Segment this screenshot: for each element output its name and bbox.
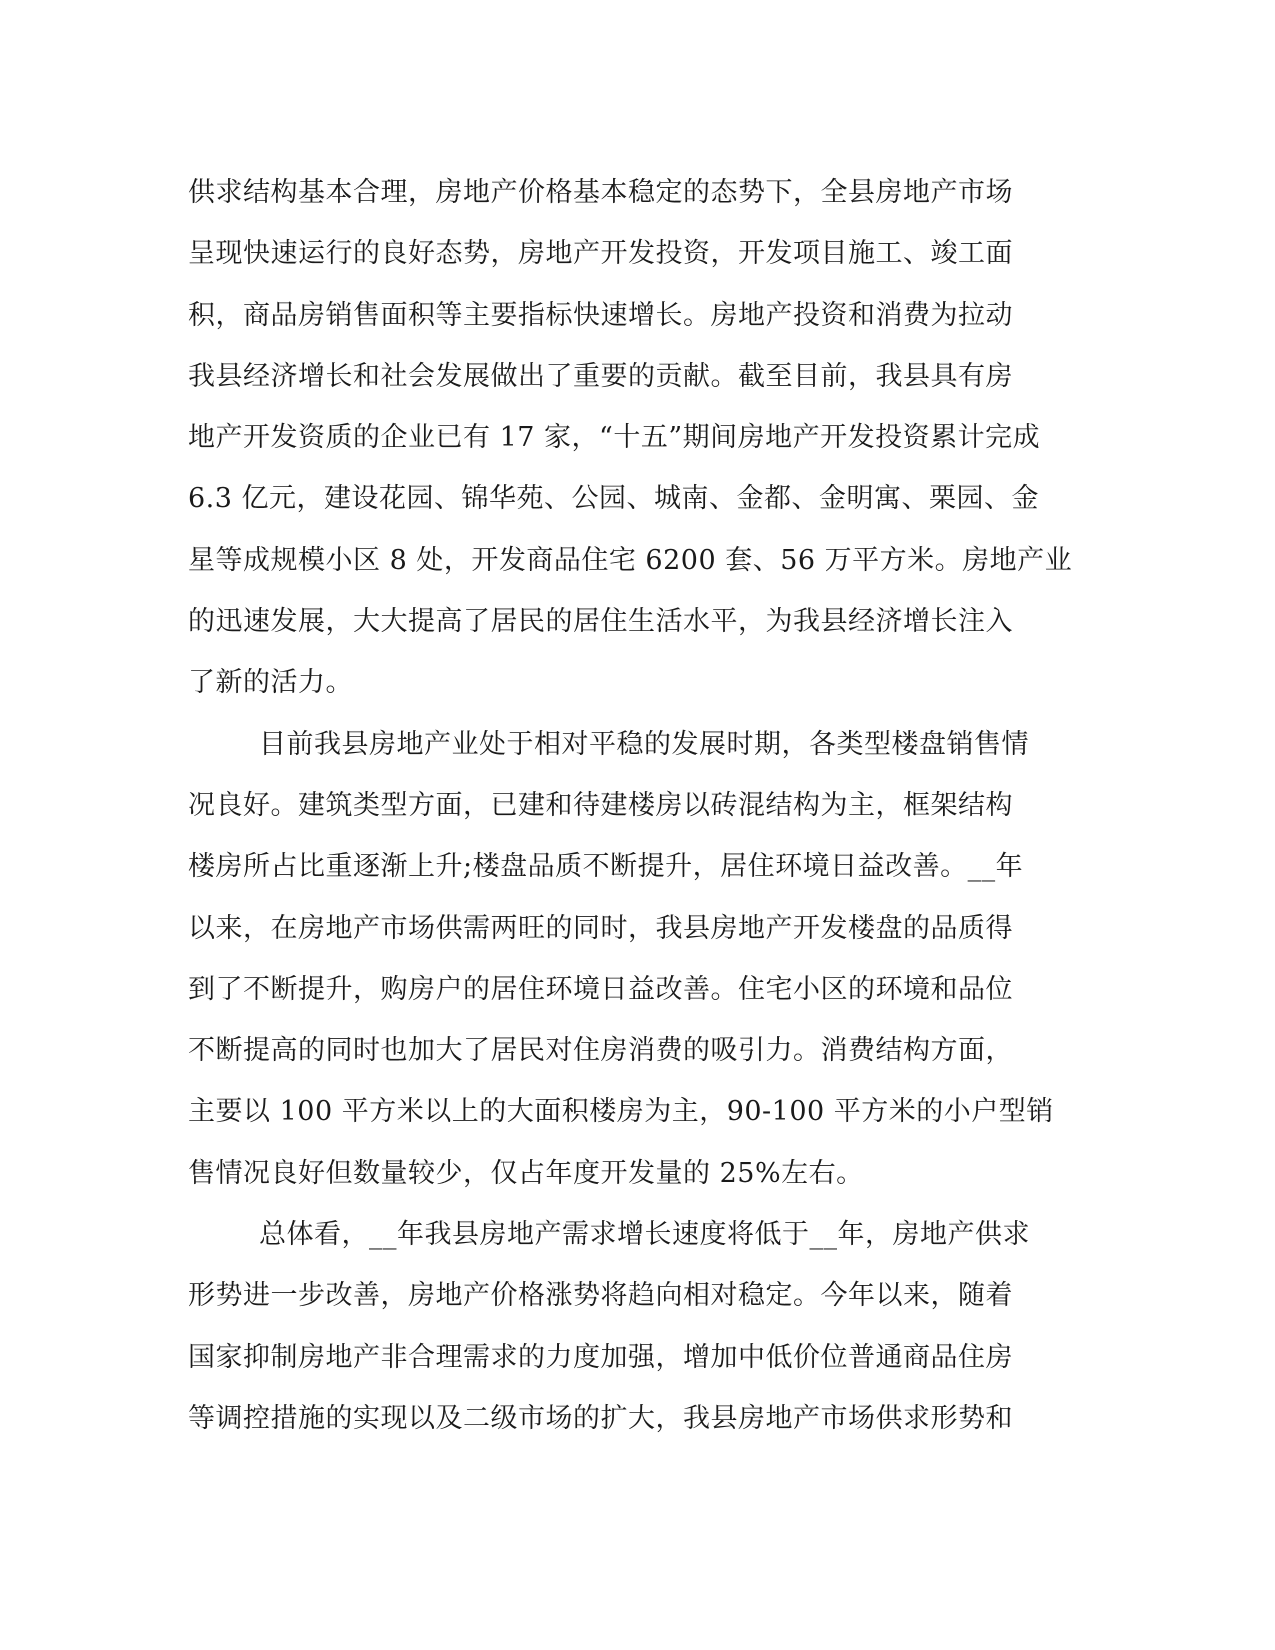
text-line: 星等成规模小区 8 处，开发商品住宅 6200 套、56 万平方米。房地产业 <box>188 544 1073 576</box>
text-line: 呈现快速运行的良好态势，房地产开发投资，开发项目施工、竣工面 <box>188 238 1013 270</box>
text-line: 况良好。建筑类型方面，已建和待建楼房以砖混结构为主，框架结构 <box>188 789 1013 821</box>
text-line: 地产开发资质的企业已有 17 家，“十五”期间房地产开发投资累计完成 <box>188 422 1041 454</box>
text-line: 供求结构基本合理，房地产价格基本稳定的态势下，全县房地产市场 <box>188 177 1013 208</box>
body-text <box>188 162 1073 1449</box>
text-line: 楼房所占比重逐渐上升;楼盘品质不断提升，居住环境日益改善。__年 <box>188 851 1024 883</box>
text-line: 国家抑制房地产非合理需求的力度加强，增加中低价位普通商品住房 <box>188 1341 1013 1373</box>
text-line: 主要以 100 平方米以上的大面积楼房为主，90-100 平方米的小户型销 <box>188 1096 1054 1128</box>
text-line: 不断提高的同时也加大了居民对住房消费的吸引力。消费结构方面， <box>188 1035 1013 1067</box>
text-line: 到了不断提升，购房户的居住环境日益改善。住宅小区的环境和品位 <box>188 973 1013 1005</box>
paragraph-first-line: 目前我县房地产业处于相对平稳的发展时期，各类型楼盘销售情 <box>259 728 1029 760</box>
text-line: 售情况良好但数量较少，仅占年度开发量的 25%左右。 <box>188 1157 864 1189</box>
text-line: 了新的活力。 <box>188 667 353 699</box>
paragraph-first-line: 总体看，__年我县房地产需求增长速度将低于__年，房地产供求 <box>259 1219 1030 1251</box>
text-line: 积，商品房销售面积等主要指标快速增长。房地产投资和消费为拉动 <box>188 299 1013 331</box>
text-line: 我县经济增长和社会发展做出了重要的贡献。截至目前，我县具有房 <box>188 360 1013 392</box>
text-line: 的迅速发展，大大提高了居民的居住生活水平，为我县经济增长注入 <box>188 606 1013 638</box>
text-line: 以来，在房地产市场供需两旺的同时，我县房地产开发楼盘的品质得 <box>188 912 1013 944</box>
text-line: 6.3 亿元，建设花园、锦华苑、公园、城南、金都、金明寓、栗园、金 <box>188 483 1040 515</box>
text-line: 形势进一步改善，房地产价格涨势将趋向相对稳定。今年以来，随着 <box>188 1280 1013 1312</box>
text-line: 等调控措施的实现以及二级市场的扩大，我县房地产市场供求形势和 <box>188 1402 1013 1434</box>
